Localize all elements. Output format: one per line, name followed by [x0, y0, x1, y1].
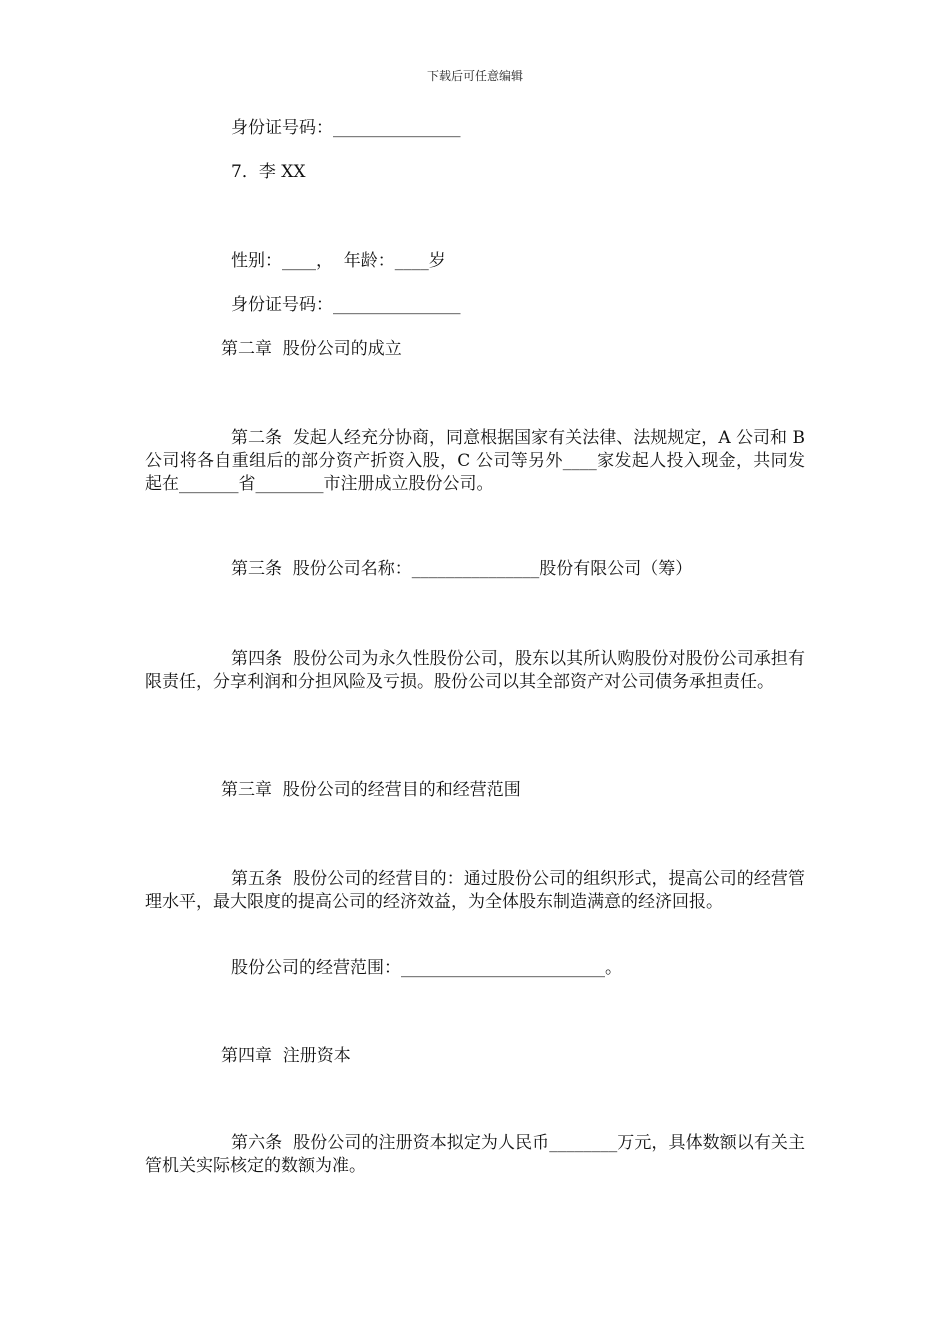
- chapter-heading: 第二章 股份公司的成立: [221, 339, 402, 359]
- chapter-heading: 第四章 注册资本: [221, 1046, 351, 1066]
- article-paragraph: 第三条 股份公司名称：_______________股份有限公司（筹）: [231, 559, 693, 579]
- chapter-heading: 第三章 股份公司的经营目的和经营范围: [221, 780, 521, 800]
- article-paragraph: 第五条 股份公司的经营目的：通过股份公司的组织形式，提高公司的经营管理水平，最大限度的提高公司的经济效益，为全体股东制造满意的经济回报。: [145, 869, 805, 912]
- id-number-line: 身份证号码：_______________: [231, 118, 461, 138]
- article-paragraph: 第二条 发起人经充分协商，同意根据国家有关法律、法规规定，A 公司和 B 公司将各自重组后的部分资产折资入股，C 公司等另外____家发起人投入现金，共同发起在_______省________市注册成立股份公司。: [145, 428, 811, 494]
- article-paragraph: 第四条 股份公司为永久性股份公司，股东以其所认购股份对股份公司承担有限责任，分享利润和分担风险及亏损。股份公司以其全部资产对公司债务承担责任。: [145, 649, 805, 692]
- gender-age-line: 性别：____， 年龄：____岁: [231, 251, 446, 271]
- id-number-line: 身份证号码：_______________: [231, 295, 461, 315]
- article-paragraph: 第六条 股份公司的注册资本拟定为人民币________万元，具体数额以有关主管机关实际核定的数额为准。: [145, 1133, 805, 1176]
- page-header-note: 下载后可任意编辑: [426, 69, 523, 83]
- business-scope-line: 股份公司的经营范围：________________________。: [231, 958, 622, 978]
- promoter-7-name: 7．李 XX: [231, 162, 306, 182]
